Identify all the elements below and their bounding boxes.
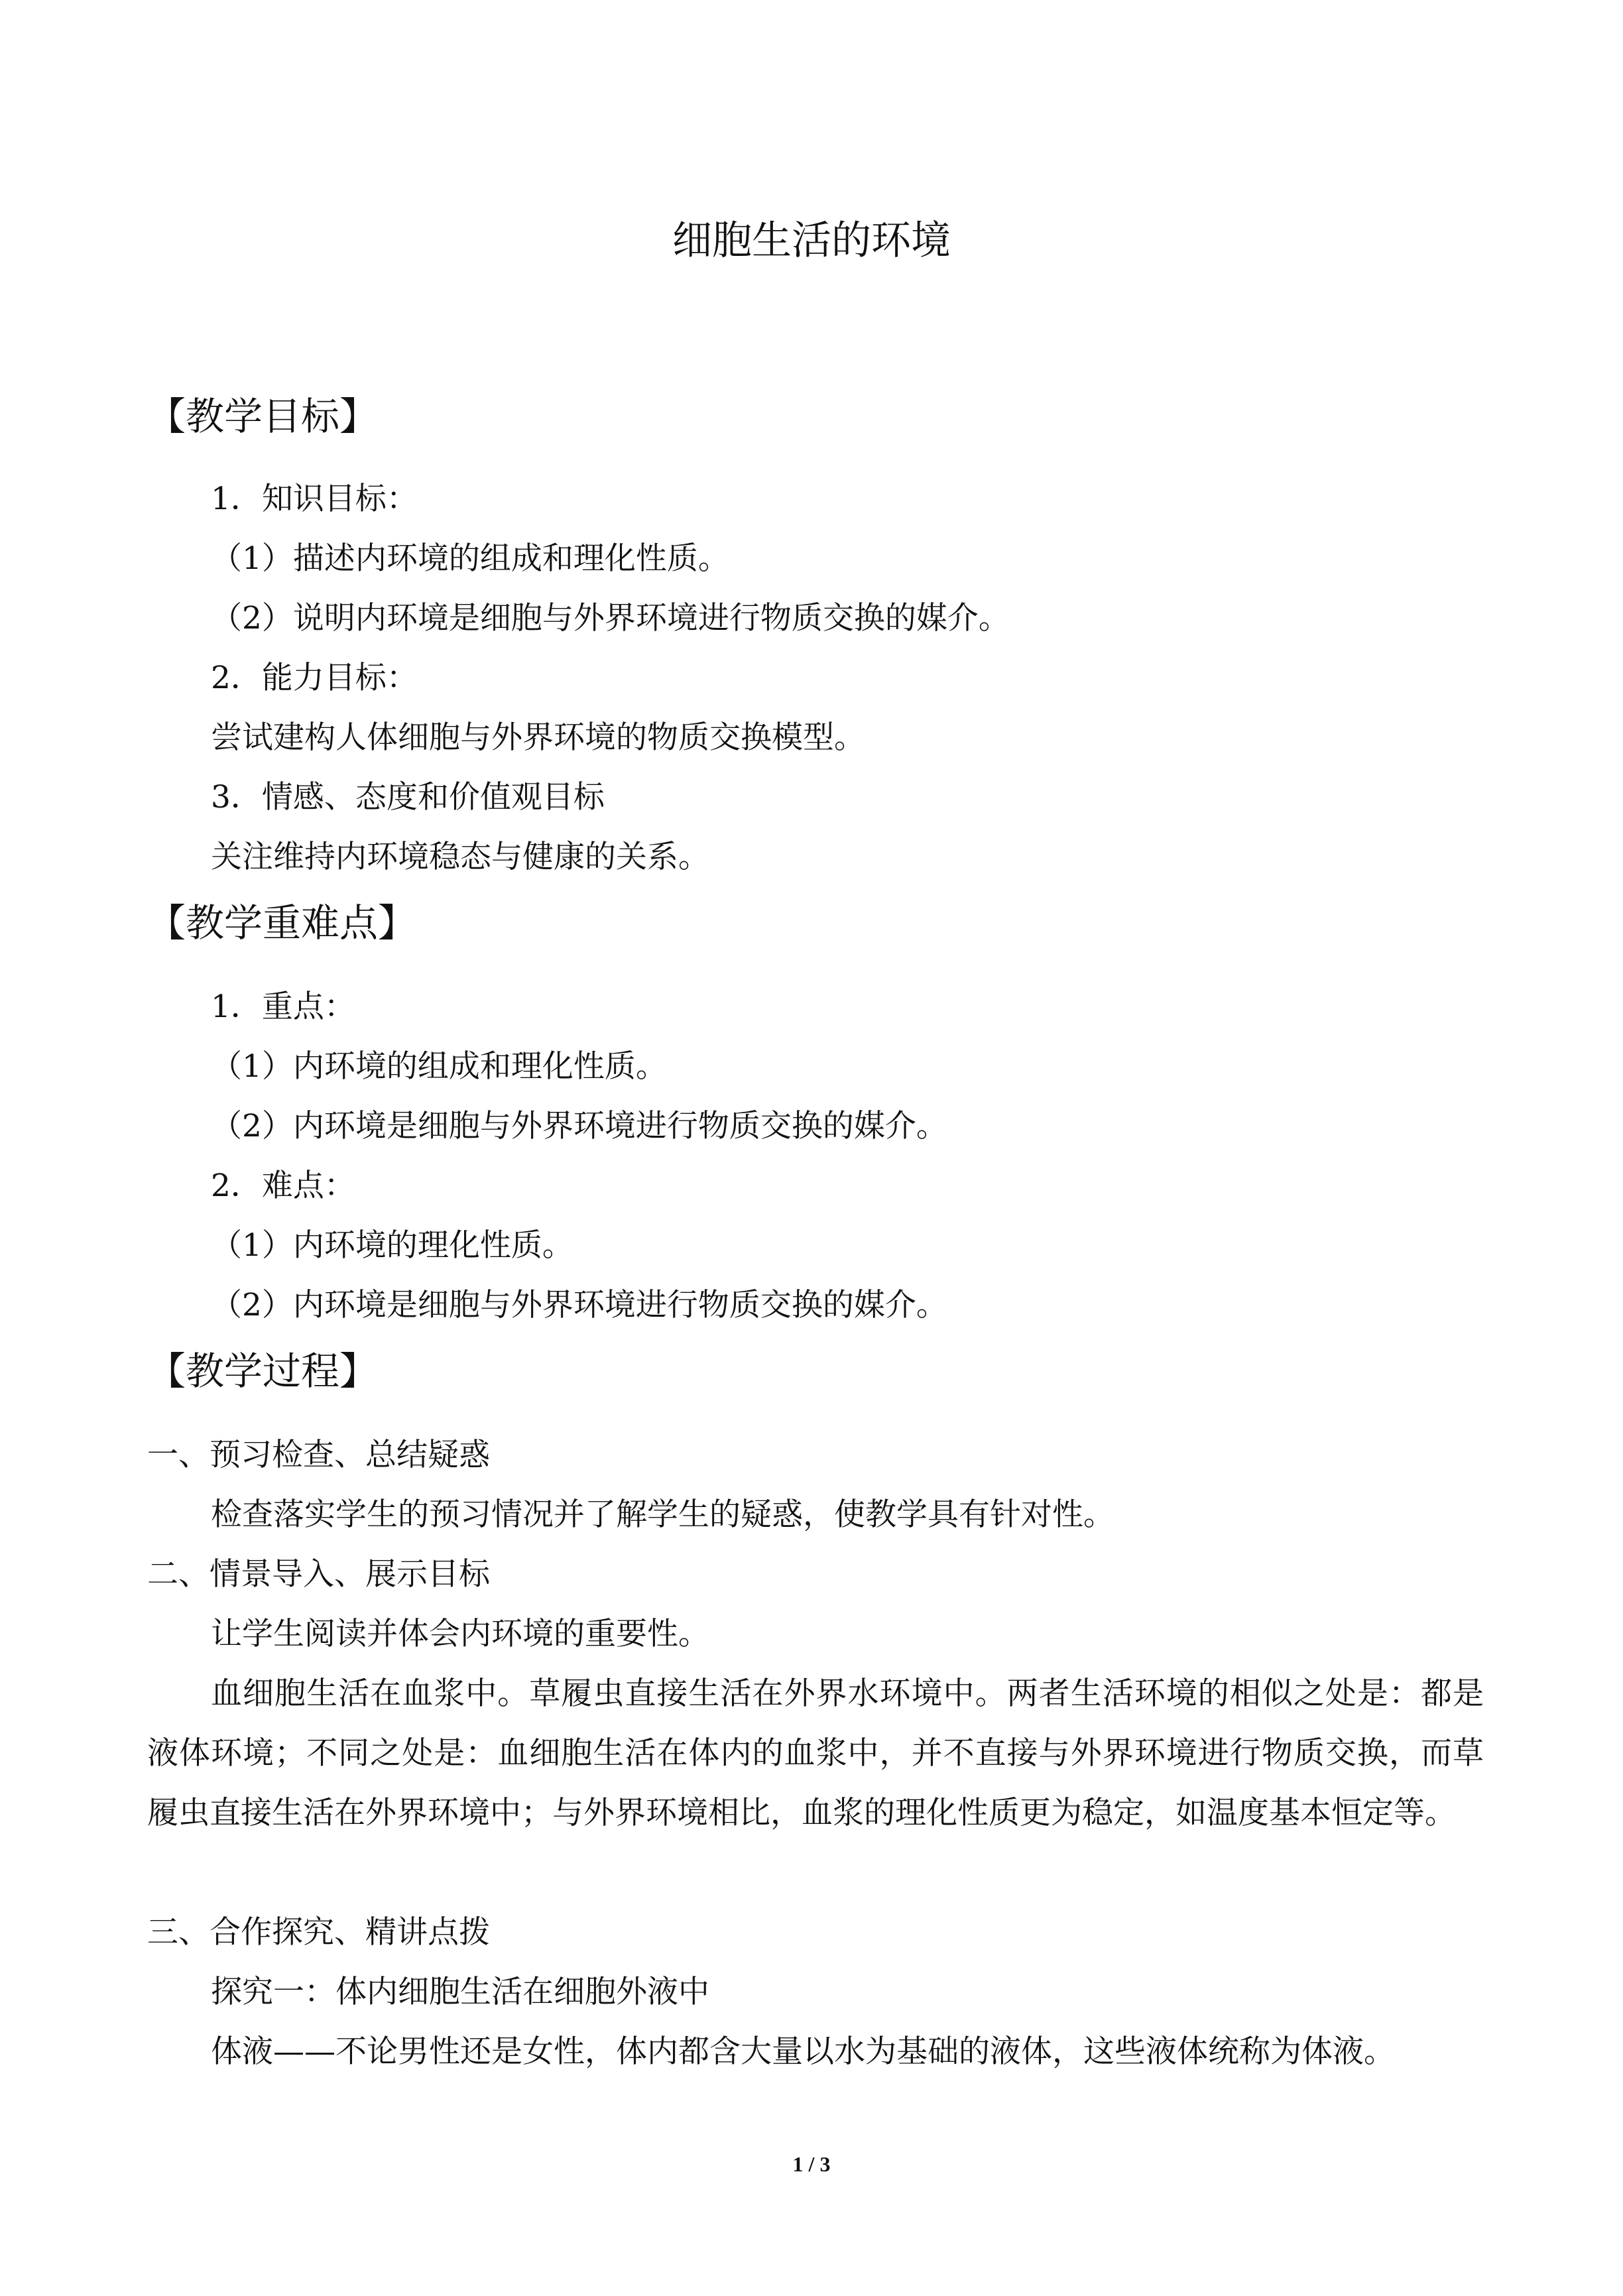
text-line: 1．知识目标： [211, 481, 418, 517]
text-line: 让学生阅读并体会内环境的重要性。 [211, 1616, 709, 1652]
text-line: 尝试建构人体细胞与外界环境的物质交换模型。 [211, 719, 865, 756]
subheading: 二、情景导入、展示目标 [147, 1556, 490, 1593]
text-line: 体液——不论男性还是女性，体内都含大量以水为基础的液体，这些液体统称为体液。 [211, 2033, 1395, 2070]
text-line: （1）描述内环境的组成和理化性质。 [211, 540, 729, 577]
text-line: 探究一：体内细胞生活在细胞外液中 [211, 1974, 709, 2010]
text-line: 关注维持内环境稳态与健康的关系。 [211, 839, 709, 875]
text-line: （2）内环境是细胞与外界环境进行物质交换的媒介。 [211, 1287, 947, 1323]
text-line: （1）内环境的组成和理化性质。 [211, 1048, 667, 1085]
text-line: （2）内环境是细胞与外界环境进行物质交换的媒介。 [211, 1108, 947, 1144]
section-heading-key-points: 【教学重难点】 [147, 900, 417, 945]
text-line: 2．能力目标： [211, 660, 418, 696]
subheading: 一、预习检查、总结疑惑 [147, 1437, 490, 1473]
subheading: 三、合作探究、精讲点拨 [147, 1914, 490, 1951]
section-heading-teaching-goals: 【教学目标】 [147, 394, 379, 439]
text-line: （2）说明内环境是细胞与外界环境进行物质交换的媒介。 [211, 600, 1010, 636]
text-line: （1）内环境的理化性质。 [211, 1227, 573, 1264]
page-number: 1 / 3 [792, 2152, 831, 2176]
text-line: 1．重点： [211, 989, 355, 1025]
text-line: 2．难点： [211, 1168, 355, 1204]
body-paragraph: 血细胞生活在血浆中。草履虫直接生活在外界水环境中。两者生活环境的相似之处是：都是液体环境；不同之处是：血细胞生活在体内的血浆中，并不直接与外界环境进行物质交换，而草履虫直接生活在外界环境中；与外界环境相比，血浆的理化性质更为稳定，如温度基本恒定等。 [147, 1675, 1484, 1831]
document-title: 细胞生活的环境 [672, 217, 951, 264]
text-line: 3．情感、态度和价值观目标 [211, 779, 605, 816]
text-line: 检查落实学生的预习情况并了解学生的疑惑，使教学具有针对性。 [211, 1496, 1114, 1533]
section-heading-teaching-process: 【教学过程】 [147, 1349, 379, 1394]
